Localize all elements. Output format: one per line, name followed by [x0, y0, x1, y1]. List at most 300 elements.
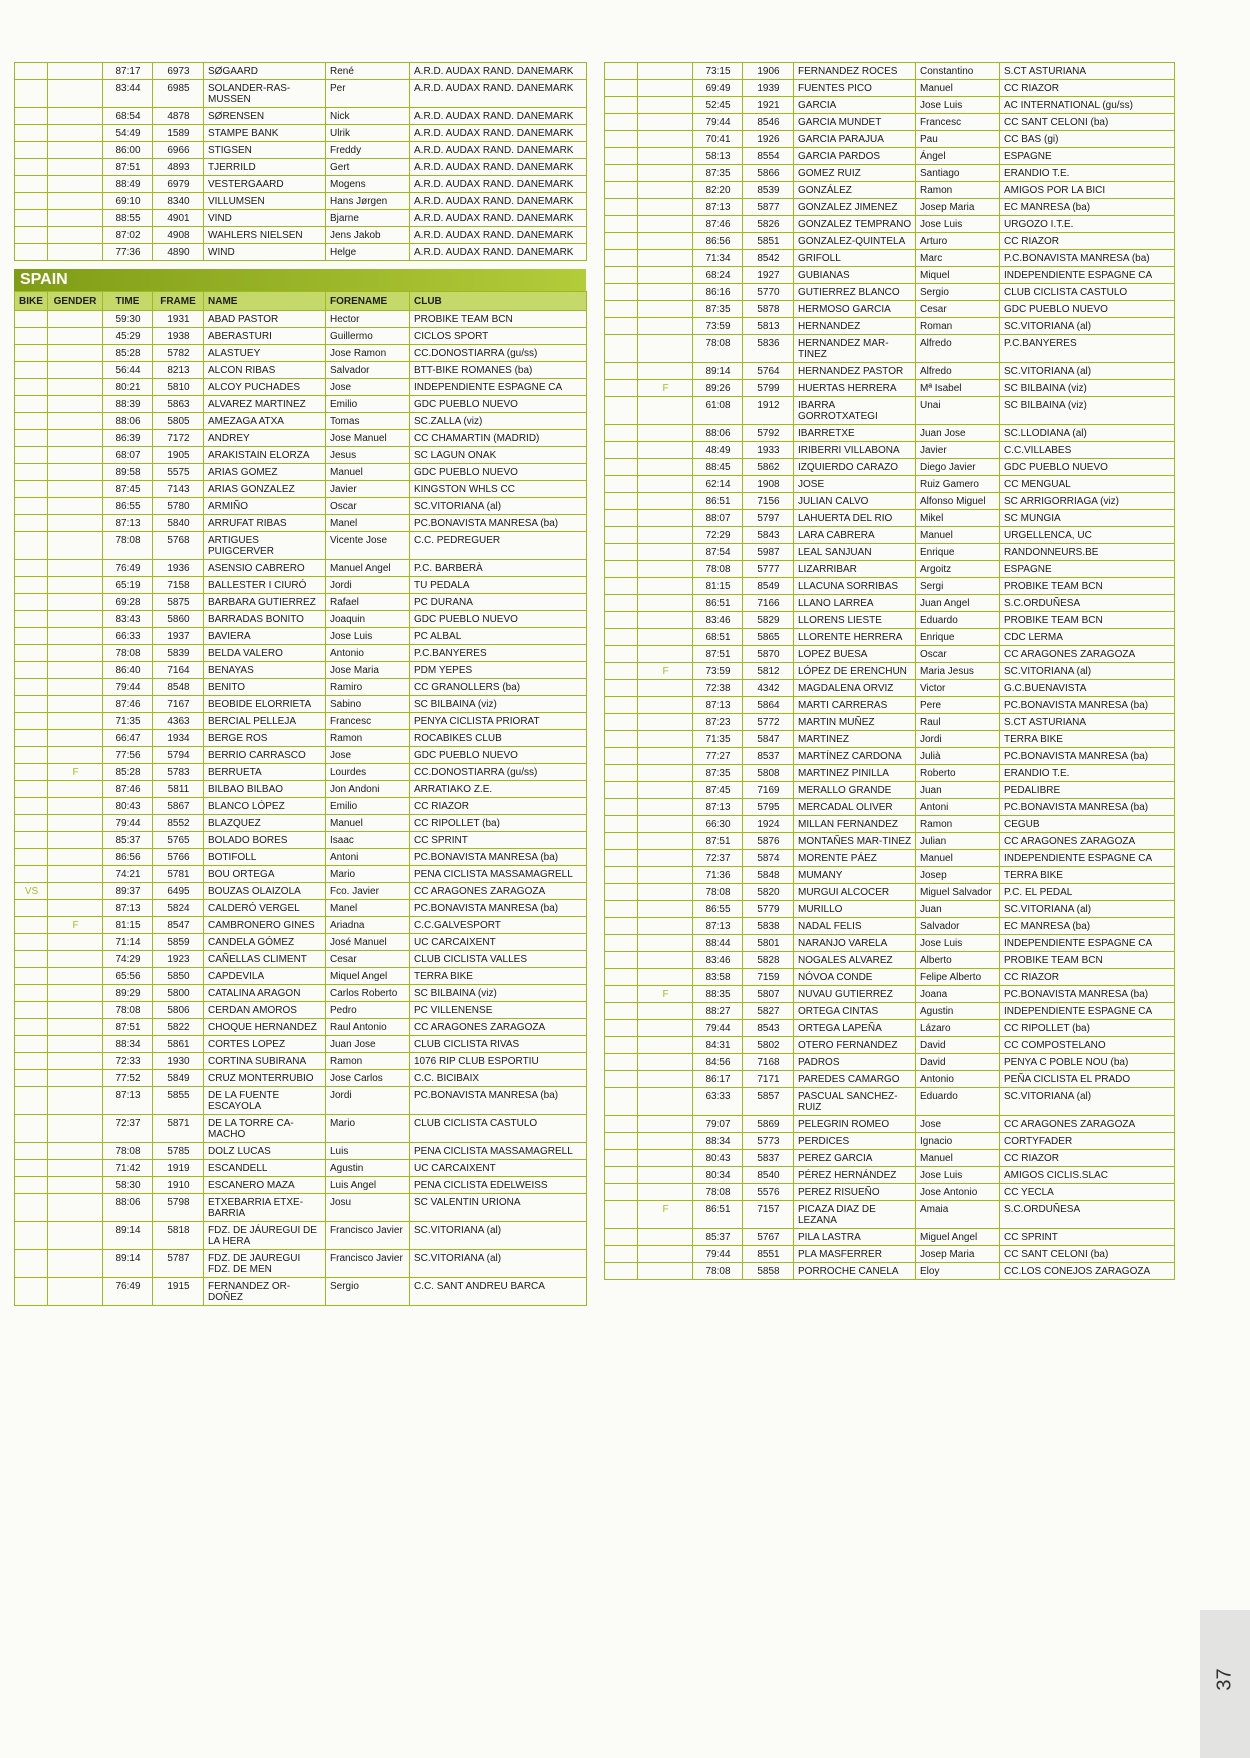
gender-cell: [638, 527, 693, 544]
table-row: [15, 430, 587, 447]
name-cell: CANDELA GÓMEZ: [204, 934, 326, 951]
table-row: [605, 1133, 1175, 1150]
bike-cell: [605, 816, 638, 833]
frame-cell: 5827: [743, 1003, 794, 1020]
gender-cell: [638, 97, 693, 114]
time-cell: 66:47: [103, 730, 153, 747]
time-cell: 87:35: [693, 165, 743, 182]
time-cell: 69:10: [103, 193, 153, 210]
gender-cell: [638, 1133, 693, 1150]
gender-cell: [638, 1037, 693, 1054]
frame-cell: 5811: [153, 781, 204, 798]
time-cell: 62:14: [693, 476, 743, 493]
bike-cell: [15, 125, 48, 142]
bike-cell: [605, 731, 638, 748]
bike-cell: [15, 900, 48, 917]
time-cell: 78:08: [103, 532, 153, 560]
club-cell: INDEPENDIENTE ESPAGNE CA: [1000, 935, 1175, 952]
table-row: [605, 199, 1175, 216]
name-cell: BEOBIDE ELORRIETA: [204, 696, 326, 713]
table-row: [15, 730, 587, 747]
forename-cell: Pere: [916, 697, 1000, 714]
table-row: [605, 663, 1175, 680]
frame-cell: 1938: [153, 328, 204, 345]
table-row: [605, 114, 1175, 131]
table-header-row: [15, 292, 587, 311]
frame-cell: 5787: [153, 1250, 204, 1278]
time-cell: 76:49: [103, 560, 153, 577]
frame-cell: 5802: [743, 1037, 794, 1054]
club-cell: CC RIPOLLET (ba): [410, 815, 587, 832]
frame-cell: 8340: [153, 193, 204, 210]
name-cell: MILLAN FERNANDEZ: [794, 816, 916, 833]
club-cell: P.C.BANYERES: [410, 645, 587, 662]
club-cell: CC RIPOLLET (ba): [1000, 1020, 1175, 1037]
name-cell: GOMEZ RUIZ: [794, 165, 916, 182]
table-row: [15, 798, 587, 815]
frame-cell: 5843: [743, 527, 794, 544]
time-cell: 72:33: [103, 1053, 153, 1070]
time-cell: 87:46: [103, 696, 153, 713]
club-cell: SC LAGUN ONAK: [410, 447, 587, 464]
name-cell: ASENSIO CABRERO: [204, 560, 326, 577]
frame-cell: 5801: [743, 935, 794, 952]
bike-cell: [605, 680, 638, 697]
gender-cell: [48, 645, 103, 662]
bike-cell: [605, 165, 638, 182]
frame-cell: 5764: [743, 363, 794, 380]
club-cell: TERRA BIKE: [1000, 731, 1175, 748]
forename-cell: Miquel: [916, 267, 1000, 284]
frame-cell: 7171: [743, 1071, 794, 1088]
forename-cell: Jens Jakob: [326, 227, 410, 244]
table-row: [15, 1160, 587, 1177]
name-cell: NADAL FELIS: [794, 918, 916, 935]
time-cell: 80:34: [693, 1167, 743, 1184]
name-cell: CORTINA SUBIRANA: [204, 1053, 326, 1070]
name-cell: FDZ. DE JÁUREGUI DE LA HERA: [204, 1222, 326, 1250]
bike-cell: [15, 679, 48, 696]
name-cell: PÉREZ HERNÁNDEZ: [794, 1167, 916, 1184]
club-cell: SC MUNGIA: [1000, 510, 1175, 527]
name-cell: PERDICES: [794, 1133, 916, 1150]
frame-cell: 5859: [153, 934, 204, 951]
table-row: [605, 1229, 1175, 1246]
table-row: [15, 1250, 587, 1278]
table-row: [15, 764, 587, 781]
name-cell: PASCUAL SANCHEZ-RUIZ: [794, 1088, 916, 1116]
table-row: [605, 1037, 1175, 1054]
name-cell: ARMIÑO: [204, 498, 326, 515]
frame-cell: 1936: [153, 560, 204, 577]
forename-cell: Ramon: [326, 730, 410, 747]
table-row: [605, 816, 1175, 833]
bike-cell: [605, 850, 638, 867]
table-row: [15, 713, 587, 730]
time-cell: 74:21: [103, 866, 153, 883]
name-cell: VESTERGAARD: [204, 176, 326, 193]
name-cell: MARTINEZ PINILLA: [794, 765, 916, 782]
club-cell: PC.BONAVISTA MANRESA (ba): [1000, 748, 1175, 765]
time-cell: 87:51: [693, 646, 743, 663]
frame-cell: 5813: [743, 318, 794, 335]
club-cell: CC RIAZOR: [1000, 233, 1175, 250]
name-cell: DOLZ LUCAS: [204, 1143, 326, 1160]
forename-cell: Enrique: [916, 544, 1000, 561]
table-row: [605, 765, 1175, 782]
bike-cell: [605, 1201, 638, 1229]
club-cell: A.R.D. AUDAX RAND. DANEMARK: [410, 142, 587, 159]
name-cell: LOPEZ BUESA: [794, 646, 916, 663]
club-cell: S.CT ASTURIANA: [1000, 714, 1175, 731]
forename-cell: Helge: [326, 244, 410, 261]
name-cell: HUERTAS HERRERA: [794, 380, 916, 397]
time-cell: 85:37: [693, 1229, 743, 1246]
time-cell: 87:13: [693, 799, 743, 816]
name-cell: MURGUI ALCOCER: [794, 884, 916, 901]
gender-cell: [638, 952, 693, 969]
bike-cell: [15, 747, 48, 764]
time-cell: 87:13: [103, 1087, 153, 1115]
club-cell: A.R.D. AUDAX RAND. DANEMARK: [410, 80, 587, 108]
forename-cell: Jose Luis: [916, 97, 1000, 114]
club-cell: A.R.D. AUDAX RAND. DANEMARK: [410, 159, 587, 176]
bike-cell: [15, 1177, 48, 1194]
name-cell: STAMPE BANK: [204, 125, 326, 142]
table-row: [15, 645, 587, 662]
club-cell: A.R.D. AUDAX RAND. DANEMARK: [410, 210, 587, 227]
frame-cell: 5770: [743, 284, 794, 301]
frame-cell: 5849: [153, 1070, 204, 1087]
bike-cell: [15, 176, 48, 193]
club-cell: GDC PUEBLO NUEVO: [410, 396, 587, 413]
gender-cell: [638, 301, 693, 318]
frame-cell: 5773: [743, 1133, 794, 1150]
time-cell: 87:35: [693, 765, 743, 782]
name-cell: MONTAÑES MAR-TINEZ: [794, 833, 916, 850]
club-cell: CC SPRINT: [1000, 1229, 1175, 1246]
bike-cell: [605, 1246, 638, 1263]
forename-cell: Eduardo: [916, 612, 1000, 629]
club-cell: ERANDIO T.E.: [1000, 165, 1175, 182]
frame-cell: 5877: [743, 199, 794, 216]
table-row: [15, 781, 587, 798]
name-cell: DE LA TORRE CA-MACHO: [204, 1115, 326, 1143]
forename-cell: Carlos Roberto: [326, 985, 410, 1002]
table-row: [15, 866, 587, 883]
forename-cell: Manuel: [916, 850, 1000, 867]
table-row: [605, 397, 1175, 425]
time-cell: 80:43: [693, 1150, 743, 1167]
forename-cell: Miquel Angel: [326, 968, 410, 985]
table-row: [605, 97, 1175, 114]
frame-cell: 5780: [153, 498, 204, 515]
table-row: [15, 883, 587, 900]
gender-cell: [48, 142, 103, 159]
spain-section-title: SPAIN: [14, 269, 586, 291]
club-cell: SC.VITORIANA (al): [1000, 318, 1175, 335]
frame-cell: 5858: [743, 1263, 794, 1280]
name-cell: CATALINA ARAGON: [204, 985, 326, 1002]
bike-cell: [15, 193, 48, 210]
bike-cell: [15, 781, 48, 798]
gender-cell: [638, 114, 693, 131]
table-row: [605, 1020, 1175, 1037]
gender-cell: [48, 798, 103, 815]
gender-cell: [638, 233, 693, 250]
table-row: [15, 951, 587, 968]
name-cell: BENITO: [204, 679, 326, 696]
time-cell: 58:13: [693, 148, 743, 165]
name-cell: BERRUETA: [204, 764, 326, 781]
club-cell: PC.BONAVISTA MANRESA (ba): [410, 1087, 587, 1115]
forename-cell: Javier: [326, 481, 410, 498]
table-row: [605, 233, 1175, 250]
name-cell: GONZÁLEZ: [794, 182, 916, 199]
time-cell: 88:06: [103, 1194, 153, 1222]
frame-cell: 5797: [743, 510, 794, 527]
table-row: [605, 1184, 1175, 1201]
gender-cell: [48, 1177, 103, 1194]
gender-cell: [48, 1115, 103, 1143]
bike-cell: [605, 301, 638, 318]
forename-cell: Ramon: [916, 182, 1000, 199]
bike-cell: [15, 379, 48, 396]
bike-cell: [605, 1054, 638, 1071]
table-row: [15, 934, 587, 951]
name-cell: MARTI CARRERAS: [794, 697, 916, 714]
bike-cell: [15, 1250, 48, 1278]
frame-cell: 4893: [153, 159, 204, 176]
name-cell: PEREZ GARCIA: [794, 1150, 916, 1167]
club-cell: PC.BONAVISTA MANRESA (ba): [410, 515, 587, 532]
club-cell: GDC PUEBLO NUEVO: [410, 611, 587, 628]
forename-cell: Cesar: [326, 951, 410, 968]
gender-cell: [48, 430, 103, 447]
bike-cell: [605, 1167, 638, 1184]
forename-cell: Jordi: [326, 1087, 410, 1115]
table-row: [15, 1143, 587, 1160]
time-cell: 86:55: [693, 901, 743, 918]
table-row: [15, 481, 587, 498]
name-cell: OTERO FERNANDEZ: [794, 1037, 916, 1054]
bike-cell: [15, 713, 48, 730]
club-cell: S.C.ORDUÑESA: [1000, 595, 1175, 612]
time-cell: 88:34: [103, 1036, 153, 1053]
table-row: [15, 379, 587, 396]
table-row: [15, 1019, 587, 1036]
table-row: [605, 1150, 1175, 1167]
frame-cell: 8552: [153, 815, 204, 832]
bike-cell: [605, 884, 638, 901]
club-cell: SC.LLODIANA (al): [1000, 425, 1175, 442]
gender-cell: [48, 951, 103, 968]
bike-cell: [605, 442, 638, 459]
gender-cell: [48, 611, 103, 628]
name-cell: BERCIAL PELLEJA: [204, 713, 326, 730]
time-cell: 82:20: [693, 182, 743, 199]
bike-cell: [605, 561, 638, 578]
club-cell: S.C.ORDUÑESA: [1000, 1201, 1175, 1229]
time-cell: 72:37: [693, 850, 743, 867]
denmark-results-table: [14, 62, 587, 261]
name-cell: ABERASTURI: [204, 328, 326, 345]
forename-cell: Mikel: [916, 510, 1000, 527]
spain-left-table-body: [15, 311, 587, 1306]
time-cell: 88:07: [693, 510, 743, 527]
table-row: [605, 578, 1175, 595]
time-cell: 65:56: [103, 968, 153, 985]
spain-results-table-left: [14, 291, 587, 1306]
gender-cell: [48, 328, 103, 345]
gender-cell: [48, 1222, 103, 1250]
club-cell: CC SANT CELONI (ba): [1000, 114, 1175, 131]
bike-cell: [605, 646, 638, 663]
gender-cell: [48, 176, 103, 193]
time-cell: 81:15: [103, 917, 153, 934]
bike-cell: [605, 97, 638, 114]
forename-cell: Ruiz Gamero: [916, 476, 1000, 493]
gender-cell: [48, 1019, 103, 1036]
club-cell: CLUB CICLISTA CASTULO: [410, 1115, 587, 1143]
name-cell: BELDA VALERO: [204, 645, 326, 662]
frame-cell: 5847: [743, 731, 794, 748]
forename-cell: Salvador: [916, 918, 1000, 935]
club-cell: AMIGOS CICLIS.SLAC: [1000, 1167, 1175, 1184]
name-cell: CERDAN AMOROS: [204, 1002, 326, 1019]
forename-cell: René: [326, 63, 410, 80]
name-cell: VIND: [204, 210, 326, 227]
frame-cell: 5798: [153, 1194, 204, 1222]
time-cell: 89:14: [103, 1250, 153, 1278]
time-cell: 78:08: [693, 1263, 743, 1280]
time-cell: 78:08: [103, 1143, 153, 1160]
gender-cell: [48, 1053, 103, 1070]
left-column: [14, 62, 586, 1306]
gender-cell: [48, 985, 103, 1002]
bike-cell: [15, 849, 48, 866]
time-cell: 78:08: [693, 1184, 743, 1201]
time-cell: 85:28: [103, 345, 153, 362]
bike-cell: [15, 594, 48, 611]
forename-cell: Santiago: [916, 165, 1000, 182]
time-cell: 89:58: [103, 464, 153, 481]
bike-cell: [605, 714, 638, 731]
name-cell: PLA MASFERRER: [794, 1246, 916, 1263]
name-cell: PAREDES CAMARGO: [794, 1071, 916, 1088]
gender-cell: [638, 765, 693, 782]
frame-cell: 5864: [743, 697, 794, 714]
table-row: [605, 250, 1175, 267]
gender-cell: [638, 318, 693, 335]
name-cell: BARBARA GUTIERREZ: [204, 594, 326, 611]
time-cell: 86:56: [103, 849, 153, 866]
frame-cell: 5810: [153, 379, 204, 396]
gender-cell: [638, 510, 693, 527]
name-cell: ALCOY PUCHADES: [204, 379, 326, 396]
frame-cell: 5820: [743, 884, 794, 901]
name-cell: ALCON RIBAS: [204, 362, 326, 379]
forename-cell: David: [916, 1054, 1000, 1071]
club-cell: PROBIKE TEAM BCN: [410, 311, 587, 328]
time-cell: 87:51: [103, 159, 153, 176]
frame-cell: 7164: [153, 662, 204, 679]
forename-cell: Ramiro: [326, 679, 410, 696]
forename-cell: Amaia: [916, 1201, 1000, 1229]
gender-cell: [638, 697, 693, 714]
club-cell: C.C. SANT ANDREU BARCA: [410, 1278, 587, 1306]
name-cell: SOLANDER-RAS-MUSSEN: [204, 80, 326, 108]
forename-cell: Lourdes: [326, 764, 410, 781]
name-cell: ORTEGA CINTAS: [794, 1003, 916, 1020]
gender-cell: [638, 459, 693, 476]
forename-cell: Raul Antonio: [326, 1019, 410, 1036]
name-cell: ABAD PASTOR: [204, 311, 326, 328]
frame-cell: 5766: [153, 849, 204, 866]
forename-cell: Antoni: [326, 849, 410, 866]
bike-cell: [605, 318, 638, 335]
bike-cell: [15, 560, 48, 577]
frame-cell: 8548: [153, 679, 204, 696]
column-header-frame: FRAME: [153, 292, 204, 311]
frame-cell: 5874: [743, 850, 794, 867]
forename-cell: Constantino: [916, 63, 1000, 80]
time-cell: 89:29: [103, 985, 153, 1002]
frame-cell: 4890: [153, 244, 204, 261]
column-header-time: TIME: [103, 292, 153, 311]
gender-cell: [48, 244, 103, 261]
name-cell: MARTÍNEZ CARDONA: [794, 748, 916, 765]
frame-cell: 1930: [153, 1053, 204, 1070]
frame-cell: 5836: [743, 335, 794, 363]
bike-cell: [605, 986, 638, 1003]
name-cell: FERNANDEZ OR-DOÑEZ: [204, 1278, 326, 1306]
gender-cell: [48, 210, 103, 227]
table-row: [605, 493, 1175, 510]
table-row: [605, 165, 1175, 182]
name-cell: ALVAREZ MARTINEZ: [204, 396, 326, 413]
name-cell: SØRENSEN: [204, 108, 326, 125]
forename-cell: Jose Carlos: [326, 1070, 410, 1087]
gender-cell: [638, 578, 693, 595]
forename-cell: Jose Manuel: [326, 430, 410, 447]
table-row: [605, 363, 1175, 380]
time-cell: 86:56: [693, 233, 743, 250]
name-cell: PELEGRIN ROMEO: [794, 1116, 916, 1133]
club-cell: CC ARAGONES ZARAGOZA: [410, 883, 587, 900]
gender-cell: [48, 1036, 103, 1053]
name-cell: IBARRA GORROTXATEGI: [794, 397, 916, 425]
club-cell: CC ARAGONES ZARAGOZA: [1000, 646, 1175, 663]
bike-cell: [15, 1278, 48, 1306]
bike-cell: [15, 1222, 48, 1250]
gender-cell: [48, 968, 103, 985]
forename-cell: Vicente Jose: [326, 532, 410, 560]
table-row: [15, 594, 587, 611]
time-cell: 87:51: [103, 1019, 153, 1036]
forename-cell: Mogens: [326, 176, 410, 193]
gender-cell: [638, 1167, 693, 1184]
gender-cell: [48, 193, 103, 210]
table-row: [605, 799, 1175, 816]
table-row: [605, 284, 1175, 301]
table-row: [15, 1087, 587, 1115]
gender-cell: [48, 108, 103, 125]
club-cell: S.CT ASTURIANA: [1000, 63, 1175, 80]
table-row: [15, 63, 587, 80]
time-cell: 78:08: [693, 335, 743, 363]
gender-cell: [638, 850, 693, 867]
